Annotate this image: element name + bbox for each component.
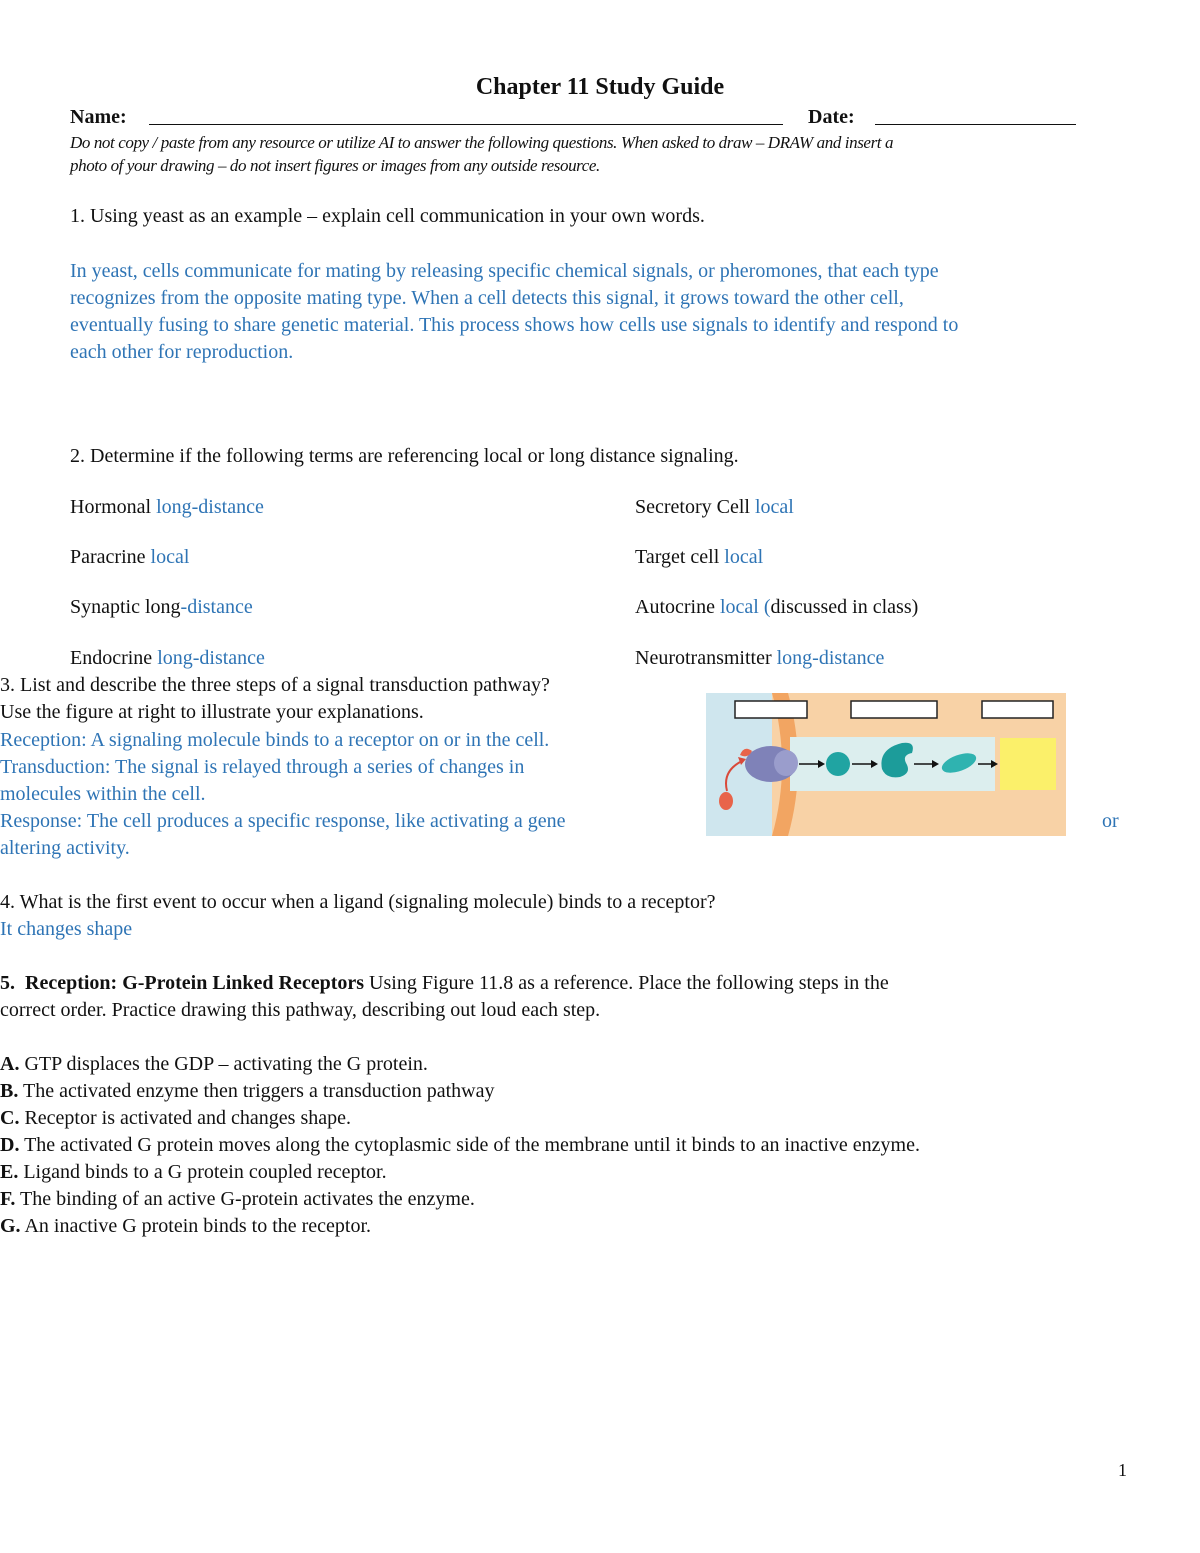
answer-3-reception: Reception: A signaling molecule binds to a receptor on or in the cell.	[0, 729, 550, 751]
figure-svg	[706, 693, 1066, 836]
answer-1-line: each other for reproduction.	[70, 341, 294, 363]
receptor-protein-highlight	[774, 750, 798, 776]
answer-3-transduction: Transduction: The signal is relayed through a series of changes in	[0, 756, 525, 778]
signal-transduction-figure	[706, 693, 1066, 836]
question-4: 4. What is the first event to occur when a ligand (signaling molecule) binds to a receptor?	[0, 891, 716, 913]
date-label: Date:	[808, 106, 855, 128]
step-b: B. The activated enzyme then triggers a transduction pathway	[0, 1080, 495, 1102]
instructions-line-2: photo of your drawing – do not insert figures or images from any outside resource.	[70, 156, 600, 175]
step-c: C. Receptor is activated and changes shape.	[0, 1107, 351, 1129]
term-hormonal: Hormonal long-distance	[70, 496, 264, 518]
step-e: E. Ligand binds to a G protein coupled receptor.	[0, 1161, 387, 1183]
answer-1-line: eventually fusing to share genetic material. This process shows how cells use signals to identify and respond to	[70, 314, 959, 336]
date-field[interactable]	[875, 110, 1076, 130]
question-2: 2. Determine if the following terms are referencing local or long distance signaling.	[70, 445, 739, 467]
answer-3-response: Response: The cell produces a specific response, like activating a gene	[0, 810, 566, 832]
answer-3-response-cont: altering activity.	[0, 837, 130, 859]
step-f: F. The binding of an active G-protein activates the enzyme.	[0, 1188, 475, 1210]
question-3-line-2: Use the figure at right to illustrate your explanations.	[0, 701, 424, 723]
name-field[interactable]	[149, 110, 783, 130]
relay-molecule-1	[826, 752, 850, 776]
term-target-cell: Target cell local	[635, 546, 764, 568]
page-number: 1	[1118, 1460, 1127, 1480]
step-a: A. GTP displaces the GDP – activating the G protein.	[0, 1053, 428, 1075]
term-paracrine: Paracrine local	[70, 546, 190, 568]
instructions-line-1: Do not copy / paste from any resource or utilize AI to answer the following questions. When asked to draw – DRAW and insert a	[70, 133, 894, 152]
page-title: Chapter 11 Study Guide	[475, 74, 725, 100]
question-1: 1. Using yeast as an example – explain cell communication in your own words.	[70, 205, 705, 227]
response-box	[1000, 738, 1056, 790]
question-3-line-1: 3. List and describe the three steps of a signal transduction pathway?	[0, 674, 550, 696]
term-autocrine: Autocrine local (discussed in class)	[635, 596, 919, 618]
answer-4: It changes shape	[0, 918, 133, 940]
question-5-intro-cont: correct order. Practice drawing this pathway, describing out loud each step.	[0, 999, 601, 1021]
answer-1-line: recognizes from the opposite mating type. When a cell detects this signal, it grows toward the other cell,	[70, 287, 904, 309]
term-endocrine: Endocrine long-distance	[70, 647, 265, 669]
term-neurotransmitter: Neurotransmitter long-distance	[635, 647, 885, 669]
name-label: Name:	[70, 106, 127, 128]
answer-1-line: In yeast, cells communicate for mating by releasing specific chemical signals, or pheromones, that each type	[70, 260, 939, 282]
step-label-box-transduction[interactable]	[851, 701, 937, 718]
step-d: D. The activated G protein moves along the cytoplasmic side of the membrane until it binds to an inactive enzyme.	[0, 1134, 920, 1156]
step-label-box-reception[interactable]	[735, 701, 807, 718]
term-synaptic: Synaptic long-distance	[70, 596, 253, 618]
step-g: G. An inactive G protein binds to the receptor.	[0, 1215, 372, 1237]
answer-3-transduction-cont: molecules within the cell.	[0, 783, 206, 805]
answer-3-response-or: or	[1102, 810, 1119, 832]
signaling-molecule	[719, 792, 733, 810]
step-label-box-response[interactable]	[982, 701, 1053, 718]
question-5-intro: 5. Reception: G-Protein Linked Receptors Using Figure 11.8 as a reference. Place the following steps in the	[0, 972, 889, 994]
term-secretory-cell: Secretory Cell local	[635, 496, 794, 518]
